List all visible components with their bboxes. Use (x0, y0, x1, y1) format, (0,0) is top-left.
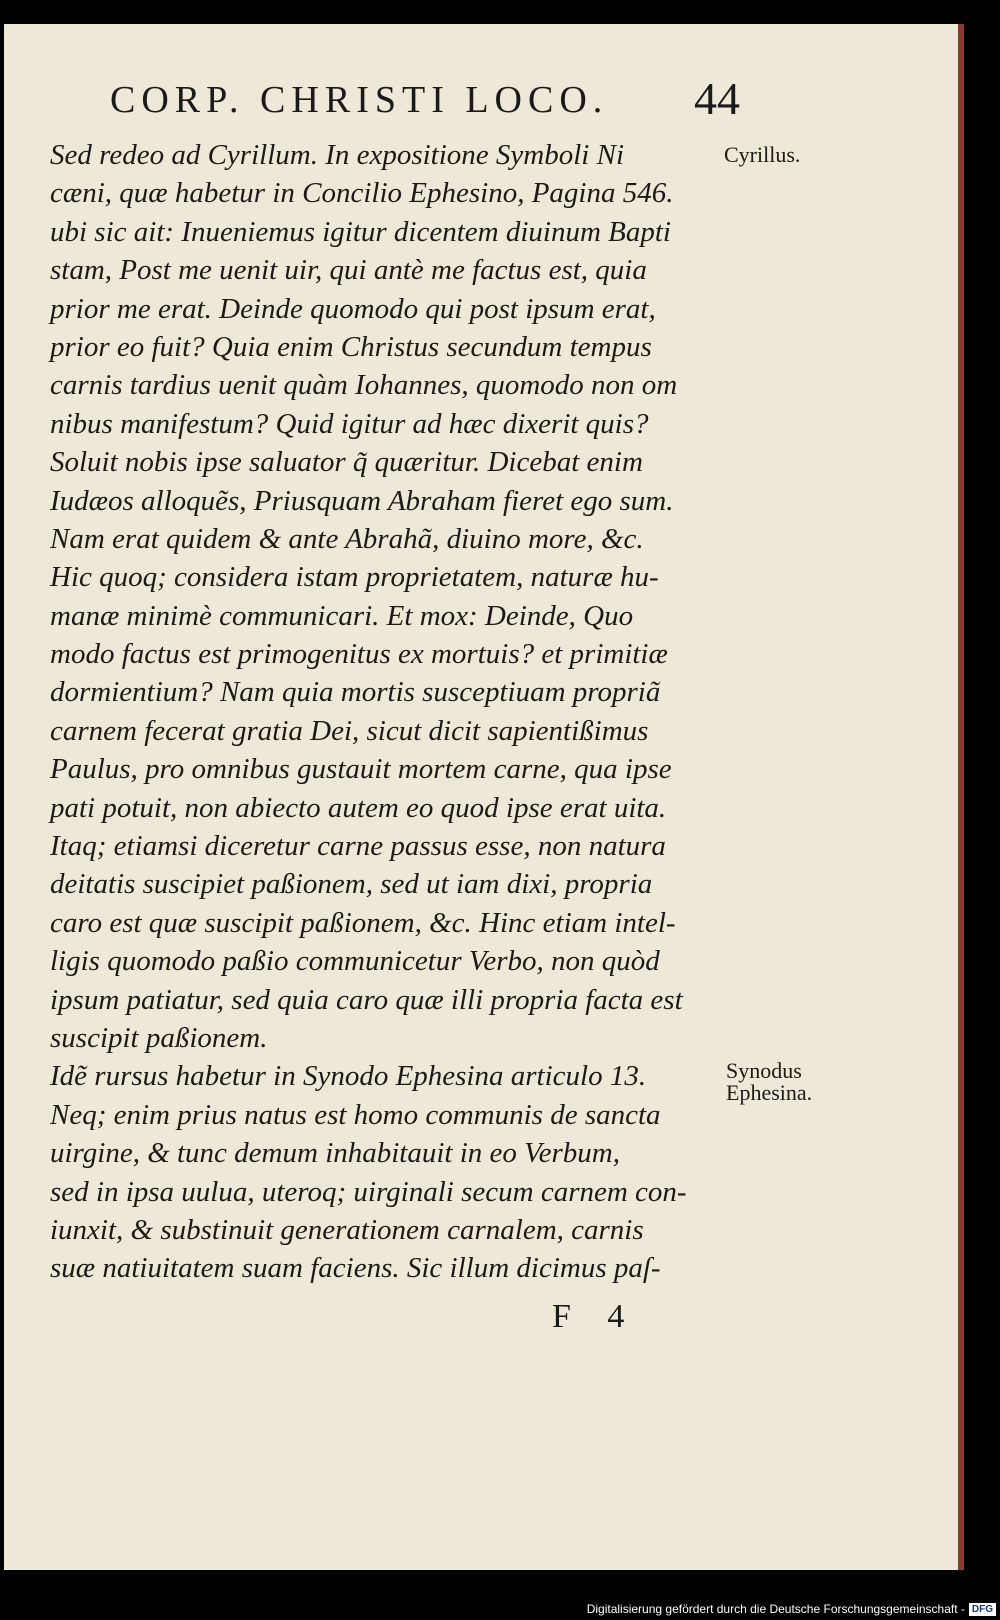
text-line: carnem fecerat gratia Dei, sicut dicit sapientißimus (50, 714, 649, 747)
text-line: caro est quæ suscipit paßionem, &c. Hinc etiam intel- (50, 906, 676, 939)
text-line: Sed redeo ad Cyrillum. In expositione Symboli Ni (50, 139, 624, 171)
signature-mark: F 4 (552, 1298, 639, 1335)
margin-note-synodus-line1: Synodus (726, 1058, 802, 1083)
text-line: iunxit, & substinuit generationem carnalem, carnis (50, 1213, 644, 1246)
text-line: ligis quomodo paßio communicetur Verbo, non quòd (50, 945, 660, 978)
margin-note-synodus (726, 1060, 812, 1104)
text-line: manæ minimè communicari. Et mox: Deinde, Quo (50, 599, 634, 632)
text-line: Hic quoq; considera istam proprietatem, naturæ hu- (50, 561, 659, 594)
text-line: Itaq; etiamsi diceretur carne passus esse, non natura (50, 830, 666, 863)
text-line: Nam erat quidem & ante Abrahã, diuino more, &c. (50, 522, 644, 555)
text-line: nibus manifestum? Quid igitur ad hæc dixerit quis? (50, 407, 649, 440)
text-line: sed in ipsa uulua, uteroq; uirginali secum carnem con- (50, 1175, 687, 1208)
text-line: pati potuit, non abiecto autem eo quod ipse erat uita. (50, 791, 667, 824)
text-line: cæni, quæ habetur in Concilio Ephesino, Pagina 546. (50, 177, 674, 210)
margin-note-cyrillus: Cyrillus. (724, 142, 801, 167)
text-line: Iudæos alloquẽs, Priusquam Abraham fieret ego sum. (50, 484, 674, 517)
text-line: dormientium? Nam quia mortis susceptiuam propriã (50, 676, 661, 709)
text-line: Idẽ rursus habetur in Synodo Ephesina articulo 13. (50, 1060, 647, 1093)
page-number: 44 (694, 73, 740, 124)
text-line: carnis tardius uenit quàm Iohannes, quomodo non om (50, 369, 678, 402)
text-line: suscipit paßionem. (50, 1021, 268, 1054)
body-text (50, 136, 730, 1288)
text-line: stam, Post me uenit uir, qui antè me factus est, quia (50, 254, 647, 287)
text-line: Soluit nobis ipse saluator q̃ quæritur. Dicebat enim (50, 446, 643, 479)
text-line: suæ natiuitatem suam faciens. Sic illum dicimus paſ- (50, 1252, 661, 1285)
text-line: Neq; enim prius natus est homo communis de sancta (50, 1098, 661, 1131)
book-page (4, 24, 964, 1570)
text-line: prior eo fuit? Quia enim Christus secundum tempus (50, 330, 652, 363)
text-line: ubi sic ait: Inueniemus igitur dicentem diuinum Bapti (50, 215, 671, 248)
text-line: deitatis suscipiet paßionem, sed ut iam dixi, propria (50, 868, 653, 901)
dfg-logo-icon: DFG (969, 1603, 996, 1616)
running-header: CORP. CHRISTI LOCO. (110, 79, 609, 121)
footer-credit: Digitalisierung gefördert durch die Deutsche Forschungsgemeinschaft - (586, 1602, 965, 1616)
margin-note-synodus-line2: Ephesina. (726, 1080, 813, 1105)
text-line: modo factus est primogenitus ex mortuis? et primitiæ (50, 638, 668, 671)
digitization-footer (587, 1600, 996, 1618)
text-line: prior me erat. Deinde quomodo qui post ipsum erat, (50, 292, 656, 325)
text-line: Paulus, pro omnibus gustauit mortem carne, qua ipse (50, 753, 672, 786)
text-line: uirgine, & tunc demum inhabitauit in eo Verbum, (50, 1137, 621, 1170)
text-line: ipsum patiatur, sed quia caro quæ illi propria facta est (50, 983, 683, 1016)
